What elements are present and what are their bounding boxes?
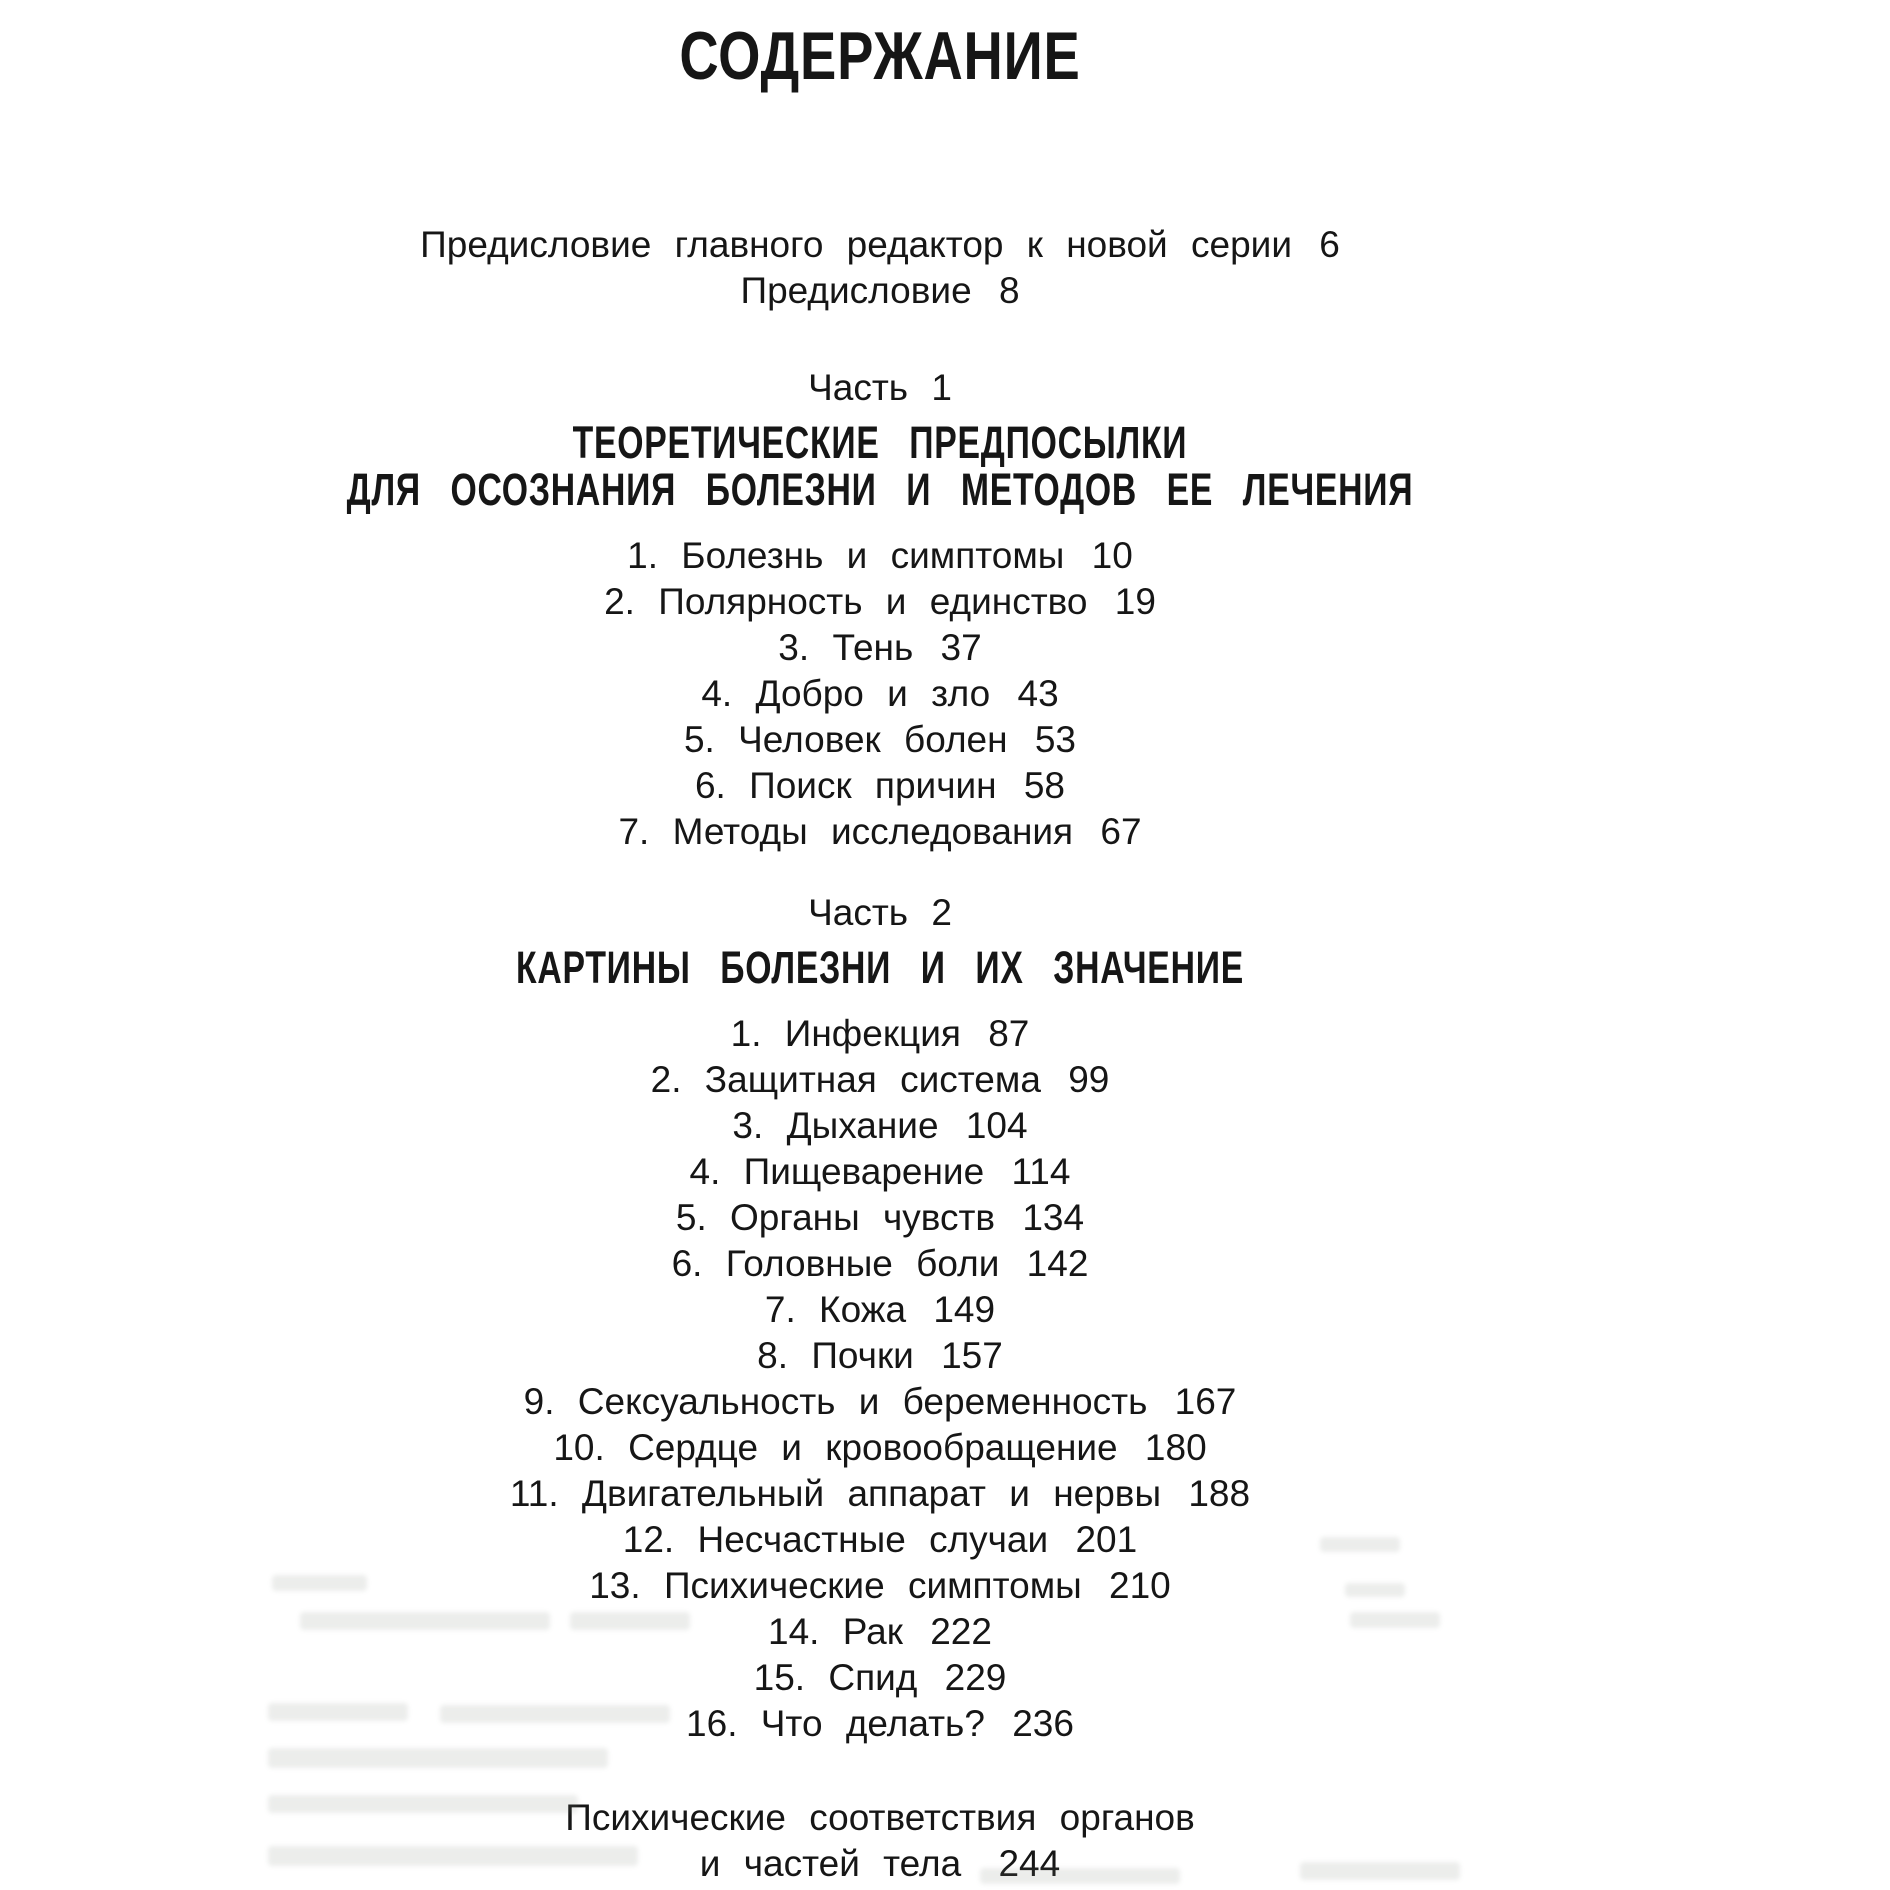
toc-entry <box>0 1655 1760 1701</box>
chapter-number: 6. <box>694 765 726 806</box>
part-label: Часть 1 <box>808 367 952 408</box>
toc-entry <box>0 763 1760 809</box>
chapter-number: 14. <box>768 1611 820 1652</box>
chapter-number: 10. <box>553 1427 605 1468</box>
toc-column <box>0 18 1760 1887</box>
page-number: 99 <box>1068 1059 1110 1100</box>
toc-entry <box>0 1425 1760 1471</box>
appendix-entry <box>0 1795 1760 1887</box>
chapter-number: 7. <box>618 811 650 852</box>
chapter-number: 2. <box>650 1059 682 1100</box>
page-number: 229 <box>944 1657 1007 1698</box>
chapter-title: Дыхание <box>786 1105 939 1146</box>
chapter-number: 7. <box>764 1289 796 1330</box>
chapter-title: Методы исследования <box>672 811 1074 852</box>
page-number: 87 <box>988 1013 1030 1054</box>
page-number: 10 <box>1091 535 1133 576</box>
page-number: 53 <box>1034 719 1076 760</box>
chapter-title: Спид <box>828 1657 918 1698</box>
chapter-title: Несчастные случаи <box>697 1519 1049 1560</box>
chapter-number: 2. <box>604 581 635 622</box>
page-number: 222 <box>930 1611 992 1652</box>
page-number: 149 <box>933 1289 996 1330</box>
bleedthrough-text-artifact <box>268 1703 408 1721</box>
page-number: 67 <box>1100 811 1142 852</box>
chapter-title: Полярность и единство <box>658 581 1088 622</box>
page-number: 167 <box>1174 1381 1237 1422</box>
page-number: 134 <box>1022 1197 1085 1238</box>
chapter-title: Болезнь и симптомы <box>681 535 1065 576</box>
page-number: 58 <box>1023 765 1066 806</box>
chapter-title: Психические симптомы <box>663 1565 1082 1606</box>
toc-entry <box>0 1517 1760 1563</box>
part-heading <box>0 419 1760 513</box>
bleedthrough-text-artifact <box>1345 1583 1405 1597</box>
page-number: 8 <box>998 270 1020 311</box>
chapter-title: Пищеварение <box>743 1151 985 1192</box>
toc-entry <box>0 222 1760 268</box>
toc-entry <box>0 1149 1760 1195</box>
page-number: 37 <box>940 627 982 668</box>
bleedthrough-text-artifact <box>440 1705 670 1723</box>
bleedthrough-text-artifact <box>980 1868 1180 1884</box>
chapter-number: 12. <box>622 1519 675 1560</box>
chapter-number: 5. <box>683 719 715 760</box>
chapter-title: Защитная система <box>704 1059 1041 1100</box>
chapter-number: 11. <box>509 1473 559 1514</box>
part-1-section <box>0 365 1760 855</box>
chapter-list <box>0 533 1760 855</box>
part-heading-line: ТЕОРЕТИЧЕСКИЕ ПРЕДПОСЫЛКИ <box>572 417 1188 468</box>
page-number: 244 <box>998 1843 1061 1884</box>
toc-entry <box>0 1241 1760 1287</box>
bleedthrough-text-artifact <box>272 1575 367 1591</box>
chapter-title: Тень <box>832 627 914 668</box>
toc-entry <box>0 1287 1760 1333</box>
toc-entry <box>0 579 1760 625</box>
page-number: 157 <box>941 1335 1003 1376</box>
toc-entry <box>0 717 1760 763</box>
part-label: Часть 2 <box>808 892 952 933</box>
chapter-title: Добро и зло <box>755 673 991 714</box>
chapter-number: 1. <box>627 535 659 576</box>
toc-entry <box>0 1333 1760 1379</box>
toc-entry <box>0 1057 1760 1103</box>
page-number: 104 <box>965 1105 1028 1146</box>
page-number: 236 <box>1012 1703 1074 1744</box>
page-number: 6 <box>1319 224 1340 265</box>
chapter-number: 15. <box>753 1657 806 1698</box>
appendix-line-2 <box>0 1841 1760 1887</box>
page-number: 19 <box>1114 581 1156 622</box>
chapter-number: 3. <box>778 627 810 668</box>
chapter-list <box>0 1011 1760 1747</box>
bleedthrough-text-artifact <box>570 1612 690 1630</box>
toc-entry <box>0 1609 1760 1655</box>
toc-entry <box>0 809 1760 855</box>
preface-section <box>0 222 1760 314</box>
entry-label: Предисловие главного редактор к новой серии <box>420 224 1292 265</box>
toc-entry <box>0 671 1760 717</box>
page-number: 201 <box>1075 1519 1138 1560</box>
page-number: 188 <box>1188 1473 1251 1514</box>
chapter-number: 1. <box>730 1013 762 1054</box>
page-number: 43 <box>1017 673 1059 714</box>
chapter-number: 8. <box>757 1335 789 1376</box>
toc-entry <box>0 1563 1760 1609</box>
toc-entry <box>0 625 1760 671</box>
chapter-title: Человек болен <box>738 719 1008 760</box>
chapter-number: 13. <box>589 1565 641 1606</box>
bleedthrough-text-artifact <box>300 1612 550 1630</box>
chapter-title: Инфекция <box>784 1013 961 1054</box>
toc-entry <box>0 1471 1760 1517</box>
chapter-number: 3. <box>732 1105 764 1146</box>
toc-entry <box>0 1103 1760 1149</box>
chapter-title: Головные боли <box>725 1243 1000 1284</box>
chapter-number: 4. <box>689 1151 721 1192</box>
page-number: 210 <box>1109 1565 1171 1606</box>
page-number: 142 <box>1026 1243 1089 1284</box>
part-heading-line: ДЛЯ ОСОЗНАНИЯ БОЛЕЗНИ И МЕТОДОВ ЕЕ ЛЕЧЕНИЯ <box>346 464 1414 515</box>
bleedthrough-text-artifact <box>268 1795 578 1813</box>
part-heading-line: КАРТИНЫ БОЛЕЗНИ И ИХ ЗНАЧЕНИЕ <box>516 942 1244 993</box>
chapter-title: Рак <box>842 1611 903 1652</box>
chapter-title: Двигательный аппарат и нервы <box>581 1473 1162 1514</box>
chapter-number: 4. <box>701 673 733 714</box>
entry-label: Предисловие <box>740 270 972 311</box>
bleedthrough-text-artifact <box>268 1748 608 1768</box>
chapter-number: 5. <box>675 1197 707 1238</box>
toc-entry <box>0 1011 1760 1057</box>
bleedthrough-text-artifact <box>1350 1612 1440 1628</box>
toc-entry <box>0 1701 1760 1747</box>
chapter-title: Почки <box>811 1335 914 1376</box>
appendix-line-1: Психические соответствия органов <box>565 1797 1195 1838</box>
toc-entry <box>0 1379 1760 1425</box>
chapter-title: Сексуальность и беременность <box>577 1381 1148 1422</box>
toc-entry <box>0 533 1760 579</box>
part-2-section <box>0 890 1760 1747</box>
bleedthrough-text-artifact <box>1320 1537 1400 1552</box>
toc-entry <box>0 1195 1760 1241</box>
chapter-title: Что делать? <box>760 1703 985 1744</box>
chapter-title: Органы чувств <box>730 1197 996 1238</box>
page-title: СОДЕРЖАНИЕ <box>679 18 1081 94</box>
bleedthrough-text-artifact <box>1300 1862 1460 1880</box>
chapter-number: 9. <box>523 1381 555 1422</box>
toc-entry <box>0 268 1760 314</box>
part-heading <box>0 944 1760 991</box>
entry-label: и частей тела <box>699 1843 962 1884</box>
bleedthrough-text-artifact <box>268 1846 638 1866</box>
chapter-number: 6. <box>671 1243 703 1284</box>
chapter-title: Поиск причин <box>749 765 997 806</box>
page-number: 180 <box>1144 1427 1207 1468</box>
page-number: 114 <box>1011 1151 1071 1192</box>
chapter-title: Кожа <box>819 1289 907 1330</box>
chapter-number: 16. <box>686 1703 738 1744</box>
chapter-title: Сердце и кровообращение <box>628 1427 1118 1468</box>
